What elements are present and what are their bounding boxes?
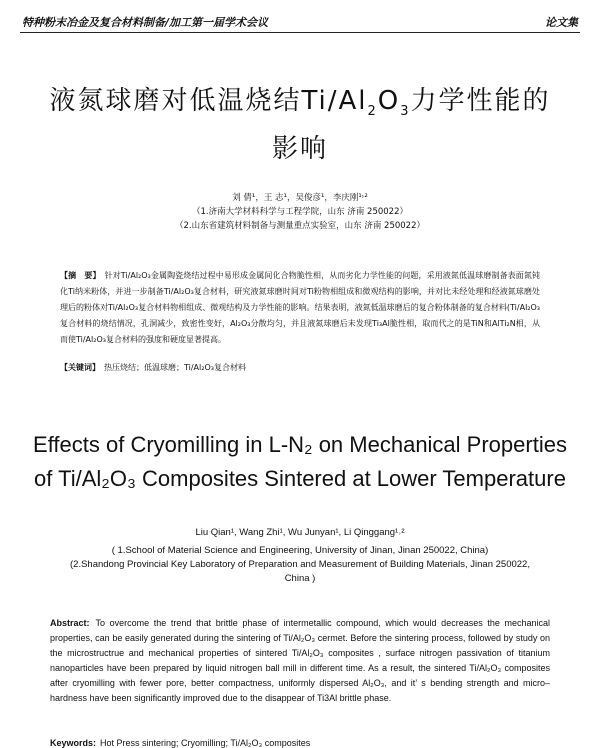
header-conference-name: 特种粉末冶金及复合材料制备/加工第一届学术会议 [22, 16, 269, 29]
chinese-authors: 刘 倩¹，王 志¹，吴俊彦¹，李庆刚¹˒² [232, 193, 368, 203]
english-affiliation-1: ( 1.School of Material Science and Engineering, University of Jinan, Jinan 250022, China) [111, 545, 489, 556]
english-affiliation-2-cont: China ) [284, 573, 316, 584]
running-header [20, 10, 580, 33]
english-keywords-text: Hot Press sintering; Cryomilling; Ti/Al₂O₃ composites [100, 738, 311, 748]
english-abstract [50, 616, 550, 706]
english-authors: Liu Qian¹, Wang Zhi¹, Wu Junyan¹, Li Qinggang¹˒² [195, 527, 405, 538]
chinese-abstract-text: 针对Ti/Al₂O₃金属陶瓷烧结过程中易形成金属间化合物脆性相，从而劣化力学性能的问题，采用液氮低温球磨制备表面氮钝化Ti纳米粉体，并进一步制备Ti/Al₂O₃复合材料，研究液氮球磨时间对Ti粉物相组成和微观结构的影响，并对比未经处理和经液氮球磨处理后的粉体对Ti/Al₂O₃复合材料物相组成、微观结构及力学性能的影响。结果表明，液氮低温球磨后的复合粉体制备的复合材料(Ti/Al₂O₃复合材料的烧结情况，孔洞减少，致密性变好，Al₂O₃分散均匀，并且液氮球磨后未发现Ti₃Al脆性相，取而代之的是TiN和AlTi₂N相，从而使Ti/Al₂O₃复合材料的强度和硬度显著提高。 [60, 271, 541, 344]
english-title-line2: of Ti/Al₂O₃ Composites Sintered at Lower Temperature [34, 466, 566, 491]
cn-title-sub-3: 3 [400, 104, 411, 120]
cn-title-part-b: O [377, 86, 401, 116]
english-title-line1: Effects of Cryomilling in L-N₂ on Mechanical Properties [33, 432, 567, 457]
english-abstract-label: Abstract: [50, 618, 90, 628]
english-keywords-label: Keywords: [50, 738, 97, 748]
english-affiliation-2: (2.Shandong Provincial Key Laboratory of Preparation and Measurement of Building Materials, Jinan 250022, [70, 559, 530, 570]
chinese-title-line1 [0, 80, 600, 119]
english-abstract-text: To overcome the trend that brittle phase of intermetallic compound, which would decreases the mechanical properties, can be easily generated during the sintering of Ti/Al₂O₃ cermet. Before the sintering process, followed by study on the microstructrue and mechanical properties of sintered Ti/Al₂O₃ composites , surface nitrogen passivation of titanium nanoparticles have been prepared by liquid nitrogen ball mill in different time. As a result, the sintered Ti/Al₂O₃ composites after cryomilling with fewer pore, better compactness, uniformly dispersed Al₂O₃, and it’ s bending strength and micro–hardness have been significantly improved due to the disappear of Ti3Al brittle phase. [50, 618, 550, 703]
cn-title-part-c: 力学性能的 [410, 86, 551, 116]
chinese-abstract [60, 268, 540, 348]
header-section-label: 论文集 [545, 16, 578, 29]
chinese-affiliation-1: （1.济南大学材料科学与工程学院，山东 济南 250022） [192, 207, 408, 217]
chinese-affiliation-2: （2.山东省建筑材料制备与测量重点实验室，山东 济南 250022） [175, 221, 425, 231]
cn-title-sub-2: 2 [367, 104, 378, 120]
chinese-abstract-label: 【摘 要】 [60, 271, 101, 280]
english-keywords [50, 738, 550, 748]
chinese-keywords [60, 362, 540, 374]
chinese-keywords-text: 热压烧结；低温球磨；Ti/Al₂O₃复合材料 [104, 363, 246, 372]
chinese-keywords-label: 【关键词】 [60, 363, 100, 372]
chinese-title-line2: 影响 [271, 134, 328, 164]
cn-title-part-a: 液氮球磨对低温烧结Ti/Al [49, 86, 368, 116]
